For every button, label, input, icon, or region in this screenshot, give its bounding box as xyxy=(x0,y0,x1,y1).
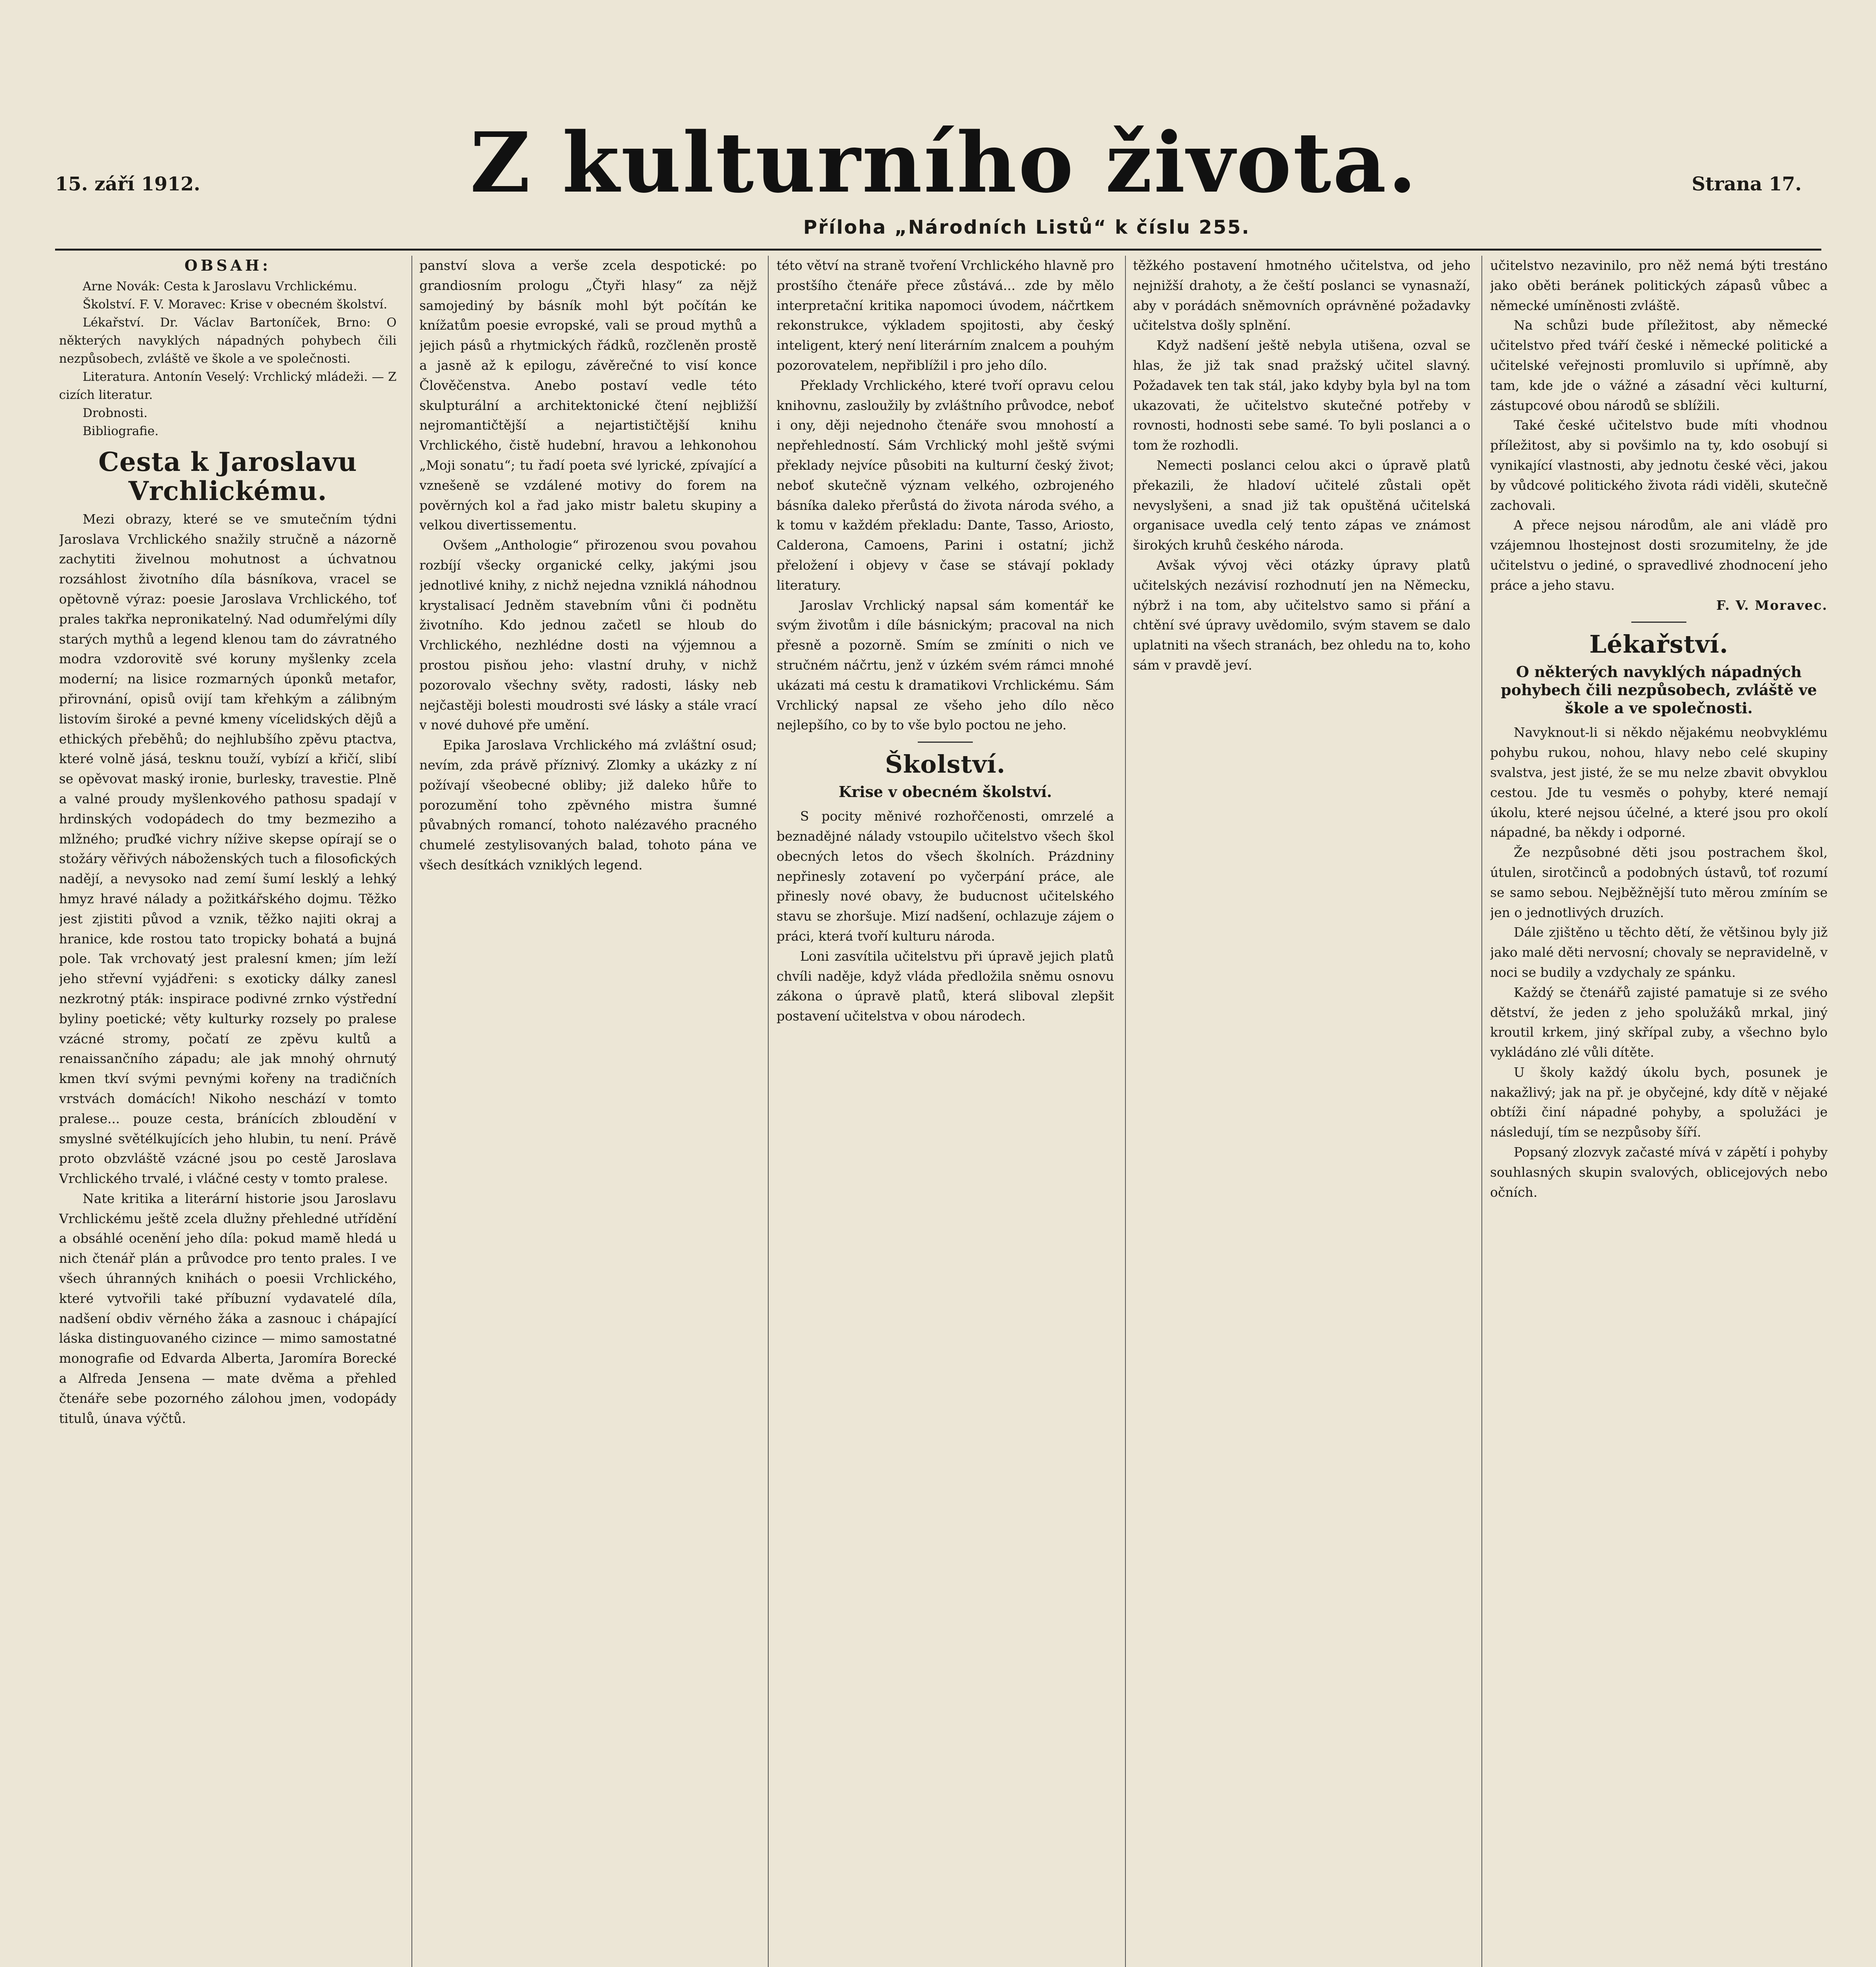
paragraph: U školy každý úkolu bych, posunek je nakažlivý; jak na př. je obyčejné, kdy dítě v nějaké obtíži činí nápadné pohyby, a spolužáci je následují, tím se nezpůsoby šíří. xyxy=(1490,1064,1828,1140)
column-divider xyxy=(1481,256,1482,1967)
column-4 xyxy=(1133,256,1470,1967)
column-5 xyxy=(1490,256,1828,1967)
paragraph: Jaroslav Vrchlický napsal sám komentář ke svým životům i díle básnickým; pracoval na nich přesně a pozorně. Smím se zmíniti o nich ve stručném náčrtu, jenž v úzkém svém rámci mnohé ukázati má cestu k dramatikovi Vrchlickému. Sám Vrchlický napsal ze všeho jeho dílo něco nejlepšího, co by to vše bylo poctou ne jeho. xyxy=(777,597,1114,733)
article-title: Cesta k Jaroslavu Vrchlickému. xyxy=(98,446,357,506)
paragraph: panství slova a verše zcela despotické: po grandiosním prologu „Čtyři hlasy“ za nějž samojediný by básník mohl být počítán ke knížatům poesie evropské, vali se proud mythů a jejich pásů a rhytmických řádků, rozčleněn prostě a jasně až k epilogu, závěrečné to visí konce Člověčenstva. Anebo postaví vedle této skulpturální a architektonické čtení nejbližší nejromantičtější a nejartističtější knihu Vrchlického, čistě hudební, hravou a lehkonohou „Moji sonatu“; tu řadí poeta své lyrické, zpívající a vznešeně se vzdálené motivy do forem na pověrných kol a řad jako mistr baletu skupiny a velkou divertissementu. xyxy=(419,258,757,533)
column-divider xyxy=(768,256,769,1967)
column-2 xyxy=(419,256,757,1967)
toc-item: Bibliografie. xyxy=(83,424,159,438)
masthead-rule xyxy=(55,249,1821,251)
paragraph: této větví na straně tvoření Vrchlického hlavně pro prostšího čtenáře přece zůstává... zde by mělo interpretační kritika napomoci úvodem, náčrtkem rekonstrukce, výkladem spojitosti, aby český inteligent, který není literárním znalcem a pouhým pozorovatelem, nepřiblížil i pro jeho dílo. xyxy=(777,258,1114,373)
paragraph: A přece nejsou národům, ale ani vládě pro vzájemnou lhostejnost dosti srozumitelny, že jde učitelstvu o jediné, o spravedlivé zhodnocení jeho práce a jeho stavu. xyxy=(1490,517,1828,593)
column-divider xyxy=(411,256,412,1967)
toc-item: Literatura. Antonín Veselý: Vrchlický mládeži. — Z cizích literatur. xyxy=(59,369,397,402)
paragraph: učitelstvo nezavinilo, pro něž nemá býti trestáno jako oběti beránek politických zápasů vůbec a německé umíněnosti zvláště. xyxy=(1490,258,1828,313)
paragraph: Avšak vývoj věci otázky úpravy platů učitelských nezávisí rozhodnutí jen na Německu, nýbrž i na tom, aby učitelstvo samo si přání a chtění své úpravy uvědomilo, svým stavem se dalo uplatniti na všech stranách, bez ohledu na to, koho sám v pravdě jeví. xyxy=(1133,557,1470,673)
paragraph: Na schůzi bude příležitost, aby německé učitelstvo před tváří české i německé politické a učitelské veřejnosti promluvilo si upřímně, aby tam, kde jde o vážné a zásadní věci kulturní, zástupcové obou národů se sblížili. xyxy=(1490,317,1828,413)
article-subtitle: O některých navyklých nápadných pohybech čili nezpůsobech, zvláště ve škole a ve společnosti. xyxy=(1501,663,1817,717)
section-title: Školství. xyxy=(885,750,1006,779)
toc-item: Drobnosti. xyxy=(83,406,148,420)
toc-item: Školství. F. V. Moravec: Krise v obecném školství. xyxy=(83,297,387,312)
paragraph: Popsaný zlozvyk začasté mívá v zápětí i pohyby souhlasných skupin svalových, oblicejových nebo očních. xyxy=(1490,1144,1828,1200)
section-title: Lékařství. xyxy=(1589,630,1728,659)
toc-item: Lékařství. Dr. Václav Bartoníček, Brno: O některých navyklých nápadných pohybech čili nezpůsobech, zvláště ve škole a ve společnosti. xyxy=(59,315,397,366)
newspaper-title: Z kulturního života. xyxy=(470,114,1419,211)
paragraph: Dále zjištěno u těchto dětí, že většinou byly již jako malé děti nervosní; chovaly se nepravidelně, v noci se budily a vzdychaly ze spánku. xyxy=(1490,924,1828,980)
paragraph: Epika Jaroslava Vrchlického má zvláštní osud; nevím, zda právě příznivý. Zlomky a ukázky z ní požívají všeobecné obliby; již daleko hůře to porozumění toho zpěvného mistra šumné půvabných romancí, tohoto nalézavého pracného chumelé zestylisovaných balad, tohoto pána ve všech desítkách vzniklých legend. xyxy=(419,737,757,873)
paragraph: Že nezpůsobné děti jsou postrachem škol, útulen, sirotčinců a podobných ústavů, toť rozumí se samo sebou. Nejběžnější tuto měrou zmíním se jen o jednotlivých druzích. xyxy=(1490,845,1828,920)
page-number: Strana 17. xyxy=(1692,173,1802,195)
masthead xyxy=(55,114,1817,248)
paragraph: S pocity měnivé rozhořčenosti, omrzelé a beznadějné nálady vstoupilo učitelstvo všech škol obecných letos do všech školních. Prázdniny nepřinesly zotavení po vyčerpání práce, ale přinesly nové obavy, že buducnost učitelského stavu se zhoršuje. Mizí nadšení, ochlazuje zájem o práci, která tvoří kulturu národa. xyxy=(777,808,1114,944)
section-divider xyxy=(918,742,973,743)
paragraph: Nemecti poslanci celou akci o úpravě platů překazili, že hladoví učitelé zůstali opět nevyslyšeni, a snad již tak opuštěná učitelská organisace uvedla celý tento zápas ve známost širokých kruhů českého národa. xyxy=(1133,457,1470,553)
paragraph: Také české učitelstvo bude míti vhodnou příležitost, aby si povšimlo na ty, kdo osobují si vynikající vlastnosti, aby jednotu české věci, jakou by vůdcové politického života rádi viděli, skutečně zachovali. xyxy=(1490,417,1828,513)
column-divider xyxy=(1125,256,1126,1967)
toc-heading: OBSAH: xyxy=(184,256,271,274)
paragraph: Ovšem „Anthologie“ přirozenou svou povahou rozbíjí všecky organické celky, jakými jsou jednotlivé knihy, z nichž nejedna vzniklá náhodnou krystalisací Jedněm stavebním vůni či podnětu životního. Kdo jednou začetl se hloub do Vrchlického, nezhlédne dosti na výjemnou a prostou pisňou jeho: vlastní druhy, v nichž pozorovalo všechny světy, radosti, lásky neb nejčastěji bolesti moudrosti své lásky a stále vrací v nové duhové pře umění. xyxy=(419,537,757,733)
article-subtitle: Krise v obecném školství. xyxy=(838,783,1052,801)
paragraph: Navyknout-li si někdo nějakému neobvyklému pohybu rukou, nohou, hlavy nebo celé skupiny svalstva, jest jisté, že se mu nelze zbavit obvyklou cestou. Jde tu vesměs o pohyby, které nemají úkolu, které nejsou účelné, a které jsou pro okolí nápadné, ba někdy i odporné. xyxy=(1490,725,1828,840)
issue-date: 15. září 1912. xyxy=(55,173,201,195)
paragraph: Loni zasvítila učitelstvu při úpravě jejich platů chvíli naděje, když vláda předložila sněmu osnovu zákona o úpravě platů, která sliboval zlepšit postavení učitelstva v obou národech. xyxy=(777,948,1114,1024)
column-1 xyxy=(59,256,397,1967)
toc-item: Arne Novák: Cesta k Jaroslavu Vrchlickému. xyxy=(83,279,357,293)
section-divider xyxy=(1631,622,1686,623)
column-3 xyxy=(777,256,1114,1967)
paragraph: Nate kritika a literární historie jsou Jaroslavu Vrchlickému ještě zcela dlužny přehledné utřídění a obsáhlé ocenění jeho díla: pokud mamě hledá u nich čtenář plán a průvodce pro tento prales. I ve všech úhranných knihách o poesii Vrchlického, které vytvořili také příbuzní vydavatelé díla, nadšení obdiv věrného žáka a zasnouc i chápající láska distinguovaného cizince — mimo samostatné monografie od Edvarda Alberta, Jaromíra Borecké a Alfreda Jensena — mate dvěma a přehled čtenáře sebe pozorného zálohou jmen, vodopády titulů, únava výčtů. xyxy=(59,1190,397,1426)
paragraph: těžkého postavení hmotného učitelstva, od jeho nejnižší drahoty, a že čeští poslanci se vynasnaží, aby v porádách sněmovních oprávněné požadavky učitelstva došly splnění. xyxy=(1133,258,1470,333)
supplement-subtitle: Příloha „Národních Listů“ k číslu 255. xyxy=(803,216,1250,238)
author-signature: F. V. Moravec. xyxy=(1716,597,1828,613)
paragraph: Každý se čtenářů zajisté pamatuje si ze svého dětství, že jeden z jeho spolužáků mrkal, jiný kroutil krkem, jiný skřípal zuby, a všechno bylo vykládáno zlé vůli dítěte. xyxy=(1490,984,1828,1060)
paragraph: Překlady Vrchlického, které tvoří opravu celou knihovnu, zasloužily by zvláštního průvodce, neboť i ony, ději nejednoho čtenáře svou mnohostí a nepřehledností. Sám Vrchlický mohl ještě svými překlady nejvíce působiti na kulturní český život; neboť skutečně význam velkého, ozbrojeného básníka daleko přerůstá do života národa svého, a k tomu v každém překladu: Dante, Tasso, Ariosto, Calderona, Camoens, Parini i ostatní; jichž přeložení i objevy v čase se stávají poklady literatury. xyxy=(777,377,1114,593)
paragraph: Když nadšení ještě nebyla utišena, ozval se hlas, že již tak snad pražský učitel slavný. Požadavek ten tak stál, jako kdyby byla byl na tom ukazovati, že učitelstvo skutečné potřeby v rovnosti, hodnosti sebe samé. To byli poslanci a o tom že rozhodli. xyxy=(1133,338,1470,453)
paragraph: Mezi obrazy, které se ve smutečním týdni Jaroslava Vrchlického snažily stručně a názorně zachytiti živelnou mohutnost a úchvatnou rozsáhlost životního díla básníkova, vracel se opětovně výraz: poesie Jaroslava Vrchlického, toť prales takřka nepronikatelný. Nad odumřelými díly starých mythů a legend klenou tam do závratného modra vzdorovitě své koruny myšlenky zcela moderní; na lisice rozmarných úponků metafor, přirovnání, opisů ovijí tam křehkým a zálibným listovím široké a pevné kmeny vícelidských dějů a ethických přeběhů; do nejhlubšího zpěvu ptactva, které volně jásá, tesknu touží, vybízí a křičí, slibí se opěvovat maský ironie, burlesky, travestie. Plně a valné proudy myšlenkového pathosu spadají v hrdinských vodopádech do tmy bezmeziho a mlžného; pruďké vichry nížive skepse opírají se o stožáry věřivých náboženských tuch a filosofických nadějí, a nevysoko nad zemí šumí lesklý a lehký hmyz hravé nálady a požitkářského dojmu. Těžko jest zjistiti původ a vznik, těžko najiti okraj a hranice, kde rostou tato tropicky bohatá a bujná pole. Tak vrchovatý jest pralesní kmen; jím leží jeho střevní vyjádřeni: s exoticky dálky zanesl nezkrotný pták: inspirace podivné zrnko výstřední byliny poetické; věty kulturky rozsely po pralese vzácné stromy, počatí ze zpěvu kultů a renaissančního západu; ale jak mnohý ohrnutý kmen tkví svými pevnými kořeny na tradičních vrstvách domácích! Nikoho neschází v tomto pralese... pouze cesta, bránících zbloudění v smyslné světélkujících jeho hlubin, tu není. Právě proto obzvláště vzácné jsou po cestě Jaroslava Vrchlického trvalé, i vláčné cesty v tomto pralese. xyxy=(59,511,397,1186)
